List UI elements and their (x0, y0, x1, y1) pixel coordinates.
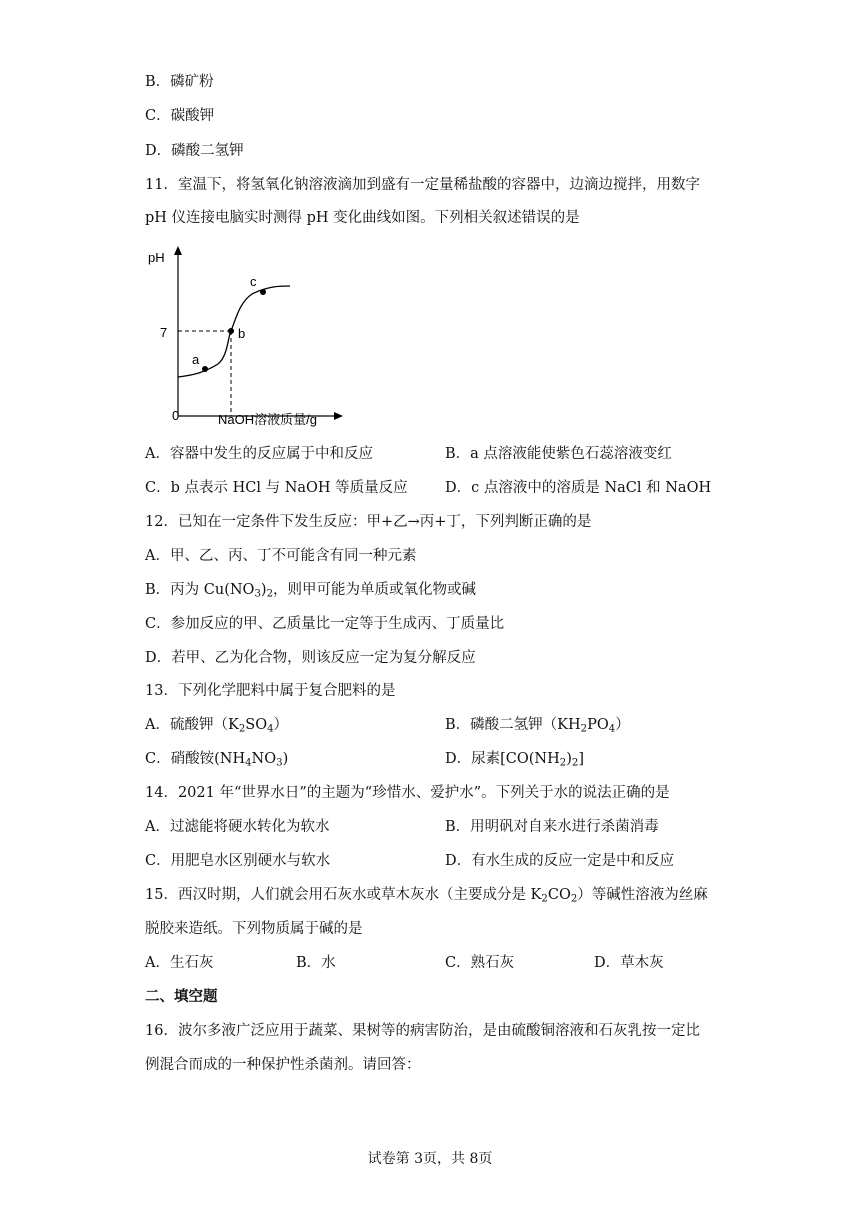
y-axis-label: pH (148, 250, 165, 265)
q11-option-a: A．容器中发生的反应属于中和反应 (145, 446, 373, 462)
q14-option-c: C．用肥皂水区别硬水与软水 (145, 853, 331, 869)
q11-option-c: C．b 点表示 HCl 与 NaOH 等质量反应 (145, 480, 408, 496)
q13-option-a: A．硫酸钾$(K_2SO_4)$ (145, 717, 289, 735)
q14-option-d: D．有水生成的反应一定是中和反应 (445, 853, 675, 869)
q11-stem-line2: pH 仪连接电脑实时测得 pH 变化曲线如图。下列相关叙述错误的是 (145, 210, 580, 226)
origin-label: 0 (172, 408, 180, 423)
point-c-label: c (250, 274, 257, 289)
q13-option-c: C．硝酸铵$(NH_4NO_3)$ (145, 751, 289, 769)
q15-option-b: B．水 (296, 955, 336, 971)
q14-option-a: A．过滤能将硬水转化为软水 (145, 819, 330, 835)
point-c (260, 289, 266, 295)
ph7-tick-label: 7 (160, 325, 168, 340)
q14-stem: 14．2021 年“世界水日”的主题为“珍惜水、爱护水”。下列关于水的说法正确的是 (145, 785, 670, 801)
y-axis-arrow (174, 246, 182, 255)
x-axis-label: NaOH溶液质量/g (218, 412, 317, 427)
q15-stem-line2: 脱胶来造纸。下列物质属于碱的是 (145, 921, 363, 937)
q12-option-d: D．若甲、乙为化合物，则该反应一定为复分解反应 (145, 650, 476, 666)
q15-option-d: D．草木灰 (594, 955, 664, 971)
q10-option-c: C．碳酸钾 (145, 108, 215, 124)
page-footer: 试卷第 3页，共 8页 (367, 1151, 493, 1167)
q12-option-b: B．丙为 $Cu(NO_3)_2$，则甲可能为单质或氧化物或碱 (145, 582, 477, 600)
section-heading-fill-in: 二、填空题 (145, 989, 218, 1005)
ph-curve-graph (140, 240, 370, 435)
q15-option-c: C．熟石灰 (445, 955, 515, 971)
q11-option-d: D．c 点溶液中的溶质是 NaCl 和 NaOH (445, 480, 712, 496)
q11-stem-line1: 11．室温下，将氢氧化钠溶液滴加到盛有一定量稀盐酸的容器中，边滴边搅拌，用数字 (145, 177, 700, 193)
q15-stem-line1: 15．西汉时期，人们就会用石灰水或草木灰水（主要成分是 $K_2CO_2$）等碱性溶液为丝麻 (145, 887, 708, 905)
q16-line1: 16．波尔多液广泛应用于蔬菜、果树等的病害防治，是由硫酸铜溶液和石灰乳按一定比 (145, 1023, 700, 1039)
q12-option-c: C．参加反应的甲、乙质量比一定等于生成丙、丁质量比 (145, 616, 505, 632)
point-a (202, 366, 208, 372)
q13-option-b: B．磷酸二氢钾$(KH_2PO_4)$ (445, 717, 630, 735)
q10-option-d: D．磷酸二氢钾 (145, 143, 244, 159)
q13-stem: 13．下列化学肥料中属于复合肥料的是 (145, 683, 396, 699)
q12-option-a: A．甲、乙、丙、丁不可能含有同一种元素 (145, 548, 417, 564)
point-b (228, 328, 234, 334)
q10-option-b: B．磷矿粉 (145, 74, 214, 90)
q16-line2: 例混合而成的一种保护性杀菌剂。请回答： (145, 1057, 421, 1073)
x-axis-arrow (334, 412, 343, 420)
q13-option-d: D．尿素$[CO(NH_2)_2]$ (445, 751, 585, 769)
point-b-label: b (238, 326, 246, 341)
q11-option-b: B．a 点溶液能使紫色石蕊溶液变红 (445, 446, 672, 462)
q12-stem: 12．已知在一定条件下发生反应：甲+乙→丙+丁，下列判断正确的是 (145, 514, 592, 530)
q15-option-a: A．生石灰 (145, 955, 214, 971)
point-a-label: a (192, 352, 200, 367)
q14-option-b: B．用明矾对自来水进行杀菌消毒 (445, 819, 659, 835)
